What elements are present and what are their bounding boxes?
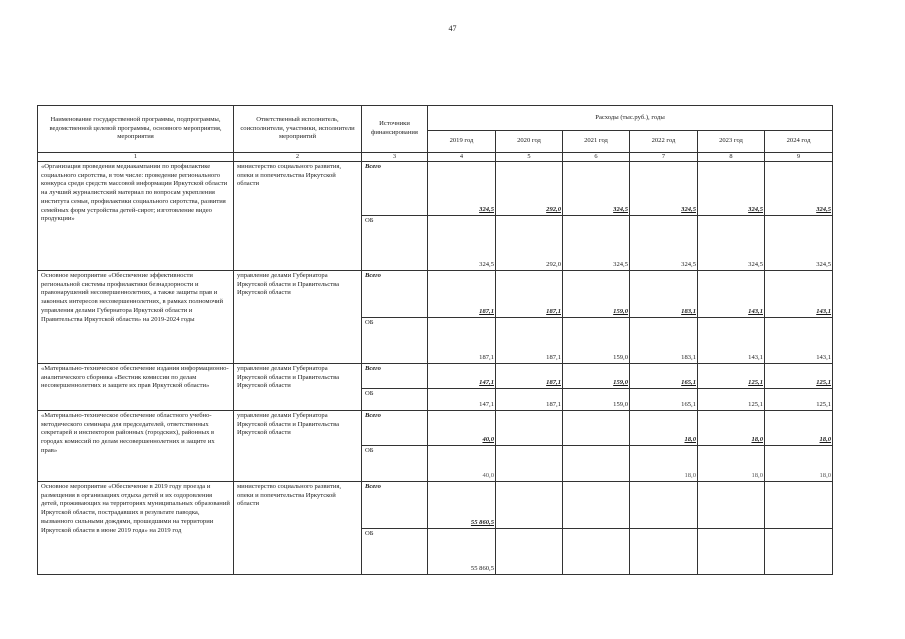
ob-value: 165,1 (630, 389, 698, 411)
table-row (38, 271, 833, 318)
source-ob-label: ОБ (362, 446, 428, 482)
total-value (563, 411, 630, 446)
ob-value: 324,5 (698, 216, 765, 271)
page-number: 47 (448, 24, 457, 33)
activity-description: Основное мероприятие «Обеспечение эффективности региональной системы профилактики безнадзорности и правонарушений несовершеннолетних, а также защиты прав и законных интересов несовершеннолетних, в рамках полномочий управления делами Губернатора Иркутской области и Правительства Иркутской области» на 2019-2024 годы (38, 271, 234, 364)
column-number: 2 (234, 153, 362, 162)
ob-value: 159,0 (563, 318, 630, 364)
ob-value: 187,1 (496, 318, 563, 364)
source-ob-label: ОБ (362, 216, 428, 271)
total-value (563, 482, 630, 529)
source-total-label: Всего (362, 271, 428, 318)
activity-description: Основное мероприятие «Обеспечение в 2019 году проезда и размещения в организациях отдыха детей и их оздоровления детей, проживающих на территориях муниципальных образований Иркутской области, пострадавших в результате паводка, вызванного сильными дождями, прошедшими на территории Иркутской области в июне 2019 года» на 2019 год (38, 482, 234, 575)
ob-value: 18,0 (765, 446, 833, 482)
column-number: 1 (38, 153, 234, 162)
total-value: 187,1 (496, 364, 563, 389)
column-number: 6 (563, 153, 630, 162)
ob-value (765, 529, 833, 575)
table-row (38, 162, 833, 216)
total-value: 125,1 (765, 364, 833, 389)
ob-value: 143,1 (698, 318, 765, 364)
activity-executor: управление делами Губернатора Иркутской области и Правительства Иркутской области (234, 271, 362, 364)
column-number: 5 (496, 153, 563, 162)
column-number: 8 (698, 153, 765, 162)
ob-value: 147,1 (428, 389, 496, 411)
ob-value (630, 529, 698, 575)
total-value: 18,0 (630, 411, 698, 446)
total-value: 187,1 (496, 271, 563, 318)
ob-value: 292,0 (496, 216, 563, 271)
column-number: 9 (765, 153, 833, 162)
activity-executor: министерство социального развития, опеки и попечительства Иркутской области (234, 482, 362, 575)
budget-table (37, 105, 833, 575)
ob-value: 40,0 (428, 446, 496, 482)
ob-value: 55 860,5 (428, 529, 496, 575)
total-value (496, 411, 563, 446)
total-value: 187,1 (428, 271, 496, 318)
activity-executor: министерство социального развития, опеки и попечительства Иркутской области (234, 162, 362, 271)
ob-value: 18,0 (698, 446, 765, 482)
total-value: 159,0 (563, 271, 630, 318)
ob-value: 18,0 (630, 446, 698, 482)
header-expenses: Расходы (тыс.руб.), годы (428, 106, 833, 131)
table-row (38, 411, 833, 446)
ob-value (496, 529, 563, 575)
total-value: 40,0 (428, 411, 496, 446)
column-number: 3 (362, 153, 428, 162)
ob-value: 187,1 (496, 389, 563, 411)
header-year: 2019 год (428, 131, 496, 153)
total-value: 324,5 (563, 162, 630, 216)
source-ob-label: ОБ (362, 318, 428, 364)
activity-description: «Организация проведения медиакампании по профилактике социального сиротства, в том числе: проведение регионального конкурса среди средств массовой информации Иркутской области на лучший журналистский материал по вопросам укрепления института семьи, профилактики социального сиротства, развития семейных форм устройства детей-сирот; изготовление видео продукции» (38, 162, 234, 271)
total-value: 165,1 (630, 364, 698, 389)
total-value: 324,5 (765, 162, 833, 216)
total-value: 324,5 (630, 162, 698, 216)
source-total-label: Всего (362, 482, 428, 529)
ob-value: 187,1 (428, 318, 496, 364)
header-program: Наименование государственной программы, подпрограммы, ведомственной целевой программы, основного мероприятия, мероприятия (38, 106, 234, 153)
total-value: 143,1 (765, 271, 833, 318)
total-value: 125,1 (698, 364, 765, 389)
source-ob-label: ОБ (362, 529, 428, 575)
ob-value: 125,1 (765, 389, 833, 411)
ob-value: 324,5 (428, 216, 496, 271)
total-value: 55 860,5 (428, 482, 496, 529)
ob-value: 143,1 (765, 318, 833, 364)
total-value: 292,0 (496, 162, 563, 216)
activity-executor: управление делами Губернатора Иркутской области и Правительства Иркутской области (234, 364, 362, 411)
source-ob-label: ОБ (362, 389, 428, 411)
total-value: 18,0 (698, 411, 765, 446)
activity-executor: управление делами Губернатора Иркутской области и Правительства Иркутской области (234, 411, 362, 482)
total-value: 147,1 (428, 364, 496, 389)
header-year: 2022 год (630, 131, 698, 153)
ob-value: 324,5 (765, 216, 833, 271)
header-source: Источники финансирования (362, 106, 428, 153)
ob-value (563, 446, 630, 482)
ob-value (698, 529, 765, 575)
total-value: 159,0 (563, 364, 630, 389)
table-row (38, 364, 833, 389)
ob-value: 324,5 (630, 216, 698, 271)
total-value: 18,0 (765, 411, 833, 446)
ob-value: 324,5 (563, 216, 630, 271)
activity-description: «Материально-техническое обеспечение областного учебно-методического семинара для председателей, ответственных секретарей и инспекторов районных (городских), районных в городах комиссий по делам несовершеннолетних и защите их прав» (38, 411, 234, 482)
ob-value (563, 529, 630, 575)
ob-value: 159,0 (563, 389, 630, 411)
header-year: 2023 год (698, 131, 765, 153)
total-value: 324,5 (428, 162, 496, 216)
header-executor: Ответственный исполнитель, соисполнители, участники, исполнители мероприятий (234, 106, 362, 153)
total-value: 143,1 (698, 271, 765, 318)
table-row (38, 482, 833, 529)
total-value: 183,1 (630, 271, 698, 318)
source-total-label: Всего (362, 364, 428, 389)
total-value (496, 482, 563, 529)
total-value (765, 482, 833, 529)
header-year: 2024 год (765, 131, 833, 153)
ob-value: 125,1 (698, 389, 765, 411)
activity-description: «Материально-техническое обеспечение издания информационно-аналитического сборника «Вестник комиссии по делам несовершеннолетних и защите их прав Иркутской области» (38, 364, 234, 411)
total-value (698, 482, 765, 529)
header-year: 2021 год (563, 131, 630, 153)
header-year: 2020 год (496, 131, 563, 153)
total-value: 324,5 (698, 162, 765, 216)
source-total-label: Всего (362, 411, 428, 446)
source-total-label: Всего (362, 162, 428, 216)
total-value (630, 482, 698, 529)
ob-value: 183,1 (630, 318, 698, 364)
ob-value (496, 446, 563, 482)
column-number: 4 (428, 153, 496, 162)
column-number: 7 (630, 153, 698, 162)
